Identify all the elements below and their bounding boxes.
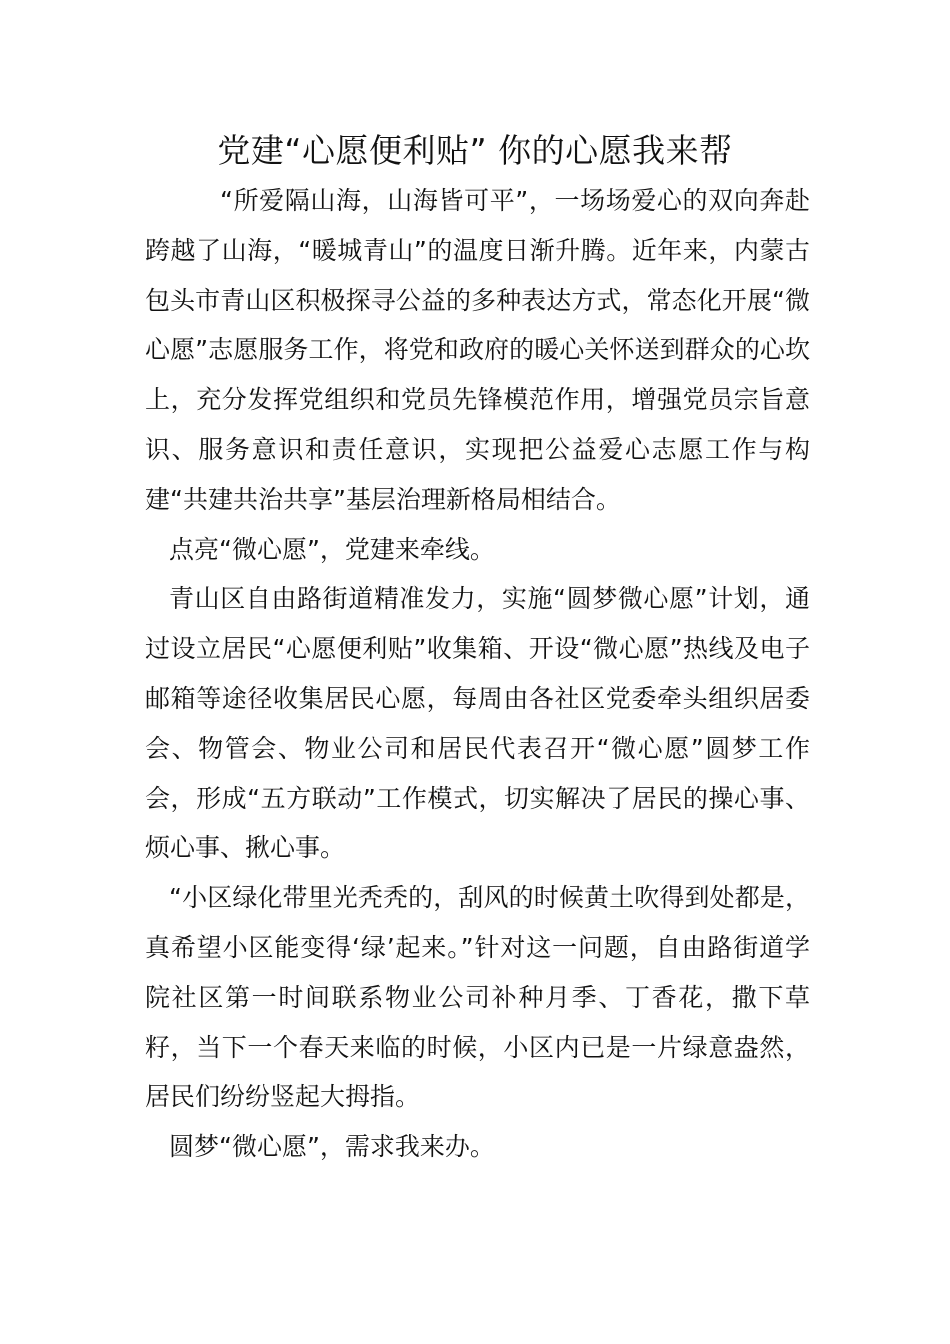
paragraph-body-1: 青山区自由路街道精准发力，实施“圆梦微心愿”计划，通过设立居民“心愿便利贴”收集箱、开设“微心愿”热线及电子邮箱等途径收集居民心愿，每周由各社区党委牵头组织居委会、物管会、物业公司和居民代表召开“微心愿”圆梦工作会，形成“五方联动”工作模式，切实解决了居民的操心事、烦心事、揪心事。	[145, 584, 810, 863]
paragraph-heading-2: 圆梦“微心愿”，需求我来办。	[169, 1132, 495, 1162]
paragraph-heading-1: 点亮“微心愿”，党建来牵线。	[169, 534, 495, 564]
paragraph-intro: “所爱隔山海，山海皆可平”，一场场爱心的双向奔赴跨越了山海，“暖城青山”的温度日渐升腾。近年来，内蒙古包头市青山区积极探寻公益的多种表达方式，常态化开展“微心愿”志愿服务工作，将党和政府的暖心关怀送到群众的心坎上，充分发挥党组织和党员先锋模范作用，增强党员宗旨意识、服务意识和责任意识，实现把公益爱心志愿工作与构建“共建共治共享”基层治理新格局相结合。	[145, 186, 810, 514]
document-body	[145, 176, 810, 1172]
document-title: 党建“心愿便利贴” 你的心愿我来帮	[217, 131, 733, 170]
paragraph-body-2: “小区绿化带里光秃秃的，刮风的时候黄土吹得到处都是，真希望小区能变得‘绿’起来。”针对这一问题，自由路街道学院社区第一时间联系物业公司补种月季、丁香花，撒下草籽，当下一个春天来临的时候，小区内已是一片绿意盎然，居民们纷纷竖起大拇指。	[145, 883, 810, 1112]
